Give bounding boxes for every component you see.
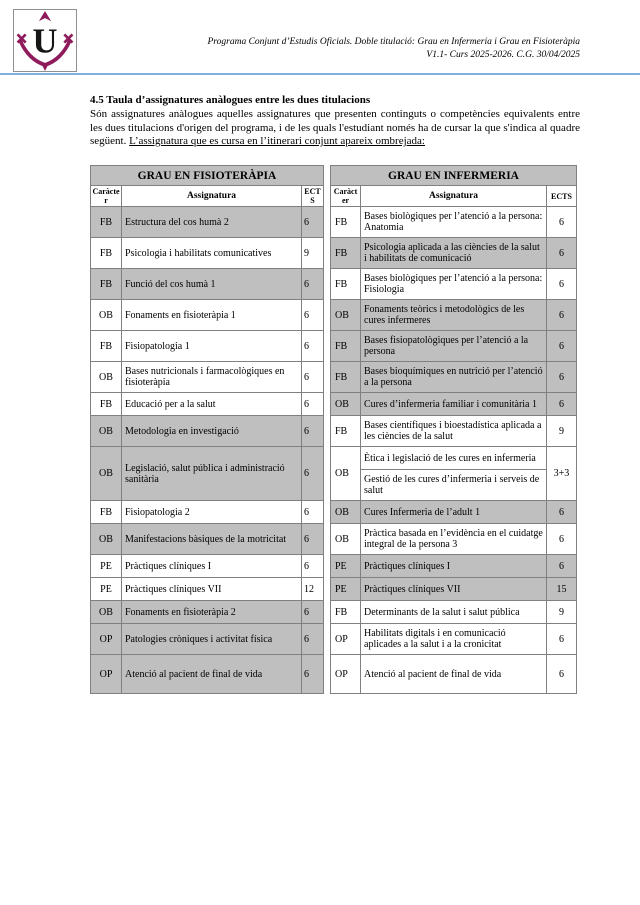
ects-cell: 6 <box>547 207 577 238</box>
col-header-ects: ECTS <box>302 186 324 207</box>
assignatura-cell: Educació per a la salut <box>122 393 302 416</box>
ects-cell: 6 <box>547 555 577 578</box>
table-row <box>91 393 577 416</box>
caracter-cell: OP <box>331 624 361 655</box>
ects-cell: 6 <box>302 300 324 331</box>
caracter-cell: OP <box>91 624 122 655</box>
assignatura-cell: Manifestacions bàsiques de la motricitat <box>122 524 302 555</box>
group-header-row <box>91 166 577 186</box>
table-gap <box>324 269 331 300</box>
assignatura-cell: Bases biològiques per l’atenció a la persona: Anatomia <box>361 207 547 238</box>
assignatura-cell: Fonaments en fisioteràpia 1 <box>122 300 302 331</box>
assignatura-cell: Determinants de la salut i salut pública <box>361 601 547 624</box>
table-row <box>91 207 577 238</box>
document-header <box>208 36 581 62</box>
ects-cell: 9 <box>547 416 577 447</box>
table-row <box>91 331 577 362</box>
assignatura-cell: Gestió de les cures d’infermeria i serveis de salut <box>361 470 547 501</box>
table-row <box>91 655 577 694</box>
assignatura-cell: Psicologia aplicada a las ciències de la salut i habilitats de comunicació <box>361 238 547 269</box>
assignatura-cell: Estructura del cos humà 2 <box>122 207 302 238</box>
caracter-cell: FB <box>91 207 122 238</box>
caracter-cell: PE <box>91 555 122 578</box>
col-header-assignatura: Assignatura <box>122 186 302 207</box>
table-gap <box>324 524 331 555</box>
table-gap <box>324 601 331 624</box>
ects-cell: 6 <box>302 416 324 447</box>
ects-cell: 6 <box>547 624 577 655</box>
ects-cell: 6 <box>547 238 577 269</box>
table-row <box>91 416 577 447</box>
ects-cell: 6 <box>547 362 577 393</box>
assignatura-cell: Bases nutricionals i farmacològiques en fisioteràpia <box>122 362 302 393</box>
assignatura-cell: Bases científiques i bioestadística aplicada a les ciències de la salut <box>361 416 547 447</box>
ects-cell: 6 <box>547 269 577 300</box>
header-divider <box>0 73 640 75</box>
ects-cell: 6 <box>302 555 324 578</box>
table-row <box>91 601 577 624</box>
table-row <box>91 524 577 555</box>
table-row <box>91 501 577 524</box>
ects-cell: 6 <box>302 501 324 524</box>
table-gap <box>324 393 331 416</box>
assignatura-cell: Metodologia en investigació <box>122 416 302 447</box>
caracter-cell: PE <box>331 555 361 578</box>
page-content <box>90 94 580 694</box>
caracter-cell: OB <box>91 524 122 555</box>
ects-cell: 9 <box>302 238 324 269</box>
table-row <box>91 362 577 393</box>
assignatura-cell: Atenció al pacient de final de vida <box>122 655 302 694</box>
section-heading: 4.5 Taula d’assignatures anàlogues entre les dues titulacions <box>90 94 371 106</box>
group-header-infermeria: GRAU EN INFERMERIA <box>331 166 577 186</box>
table-row <box>91 300 577 331</box>
ects-cell: 6 <box>302 447 324 501</box>
caracter-cell: FB <box>331 362 361 393</box>
col-header-caracter: Caràcter <box>92 187 120 206</box>
caracter-cell: OB <box>331 300 361 331</box>
ects-cell: 12 <box>302 578 324 601</box>
header-line-1: Programa Conjunt d’Estudis Oficials. Doble titulació: Grau en Infermeria i Grau en Fisioteràpia <box>207 37 580 47</box>
table-row <box>91 555 577 578</box>
table-gap <box>324 207 331 238</box>
assignatura-cell: Bases bioquímiques en nutrició per l’atenció a la persona <box>361 362 547 393</box>
assignatura-cell: Pràctica basada en l’evidència en el cuidatge integral de la persona 3 <box>361 524 547 555</box>
table-gap <box>324 238 331 269</box>
table-row <box>91 578 577 601</box>
col-header-ects: ECTS <box>547 186 577 207</box>
table-gap <box>324 555 331 578</box>
table-gap <box>324 447 331 501</box>
assignatura-cell: Pràctiques clíniques I <box>361 555 547 578</box>
ects-cell: 3+3 <box>547 447 577 501</box>
col-header-assignatura: Assignatura <box>361 186 547 207</box>
caracter-cell: OB <box>331 501 361 524</box>
ects-cell: 6 <box>302 207 324 238</box>
caracter-cell: OB <box>91 300 122 331</box>
caracter-cell: OB <box>331 447 361 501</box>
ects-cell: 6 <box>302 362 324 393</box>
ects-cell: 6 <box>547 300 577 331</box>
assignatura-cell: Pràctiques clíniques VII <box>122 578 302 601</box>
caracter-cell: FB <box>91 269 122 300</box>
caracter-cell: PE <box>91 578 122 601</box>
ects-cell: 6 <box>302 601 324 624</box>
assignatura-cell: Bases biològiques per l’atenció a la persona: Fisiologia <box>361 269 547 300</box>
ects-cell: 6 <box>302 331 324 362</box>
ects-cell: 6 <box>302 393 324 416</box>
table-gap <box>324 655 331 694</box>
header-line-2: V1.1- Curs 2025-2026. C.G. 30/04/2025 <box>426 49 580 60</box>
ects-cell: 6 <box>302 655 324 694</box>
ects-cell: 6 <box>547 524 577 555</box>
caracter-cell: OB <box>91 601 122 624</box>
ects-cell: 6 <box>302 524 324 555</box>
col-header-caracter: Caràcter <box>331 186 361 207</box>
ects-cell: 6 <box>547 501 577 524</box>
assignatura-cell: Pràctiques clíniques VII <box>361 578 547 601</box>
table-row <box>91 447 577 470</box>
table-gap <box>324 166 331 186</box>
caracter-cell: FB <box>91 331 122 362</box>
ects-cell: 6 <box>302 269 324 300</box>
caracter-cell: FB <box>91 393 122 416</box>
ects-cell: 6 <box>547 655 577 694</box>
caracter-cell: FB <box>331 238 361 269</box>
ects-cell: 9 <box>547 601 577 624</box>
ects-cell: 15 <box>547 578 577 601</box>
table-row <box>91 269 577 300</box>
caracter-cell: OB <box>91 362 122 393</box>
assignatura-cell: Bases fisiopatològiques per l’atenció a la persona <box>361 331 547 362</box>
ects-cell: 6 <box>547 393 577 416</box>
caracter-cell: FB <box>331 331 361 362</box>
table-gap <box>324 501 331 524</box>
table-gap <box>324 331 331 362</box>
intro-underlined-text: L’assignatura que es cursa en l’itinerari conjunt apareix ombrejada: <box>129 135 425 147</box>
table-row <box>91 624 577 655</box>
caracter-cell: FB <box>331 601 361 624</box>
table-gap <box>324 624 331 655</box>
caracter-cell: FB <box>331 207 361 238</box>
column-header-row <box>91 186 577 207</box>
caracter-cell: OB <box>331 524 361 555</box>
university-logo <box>13 9 77 72</box>
intro-text: Són assignatures anàlogues aquelles assignatures que presenten continguts o competències equivalents entre les dues titulacions d'origen del programa, i de les quals l'estudiant només ha de cursar la que s'indica al quadre següent. <box>90 108 580 147</box>
assignatura-cell: Fonaments en fisioteràpia 2 <box>122 601 302 624</box>
table-gap <box>324 300 331 331</box>
table-gap <box>324 362 331 393</box>
assignatura-cell: Ètica i legislació de les cures en infermeria <box>361 447 547 470</box>
assignatura-cell: Pràctiques clíniques I <box>122 555 302 578</box>
assignatura-cell: Fisiopatologia 1 <box>122 331 302 362</box>
caracter-cell: FB <box>91 238 122 269</box>
caracter-cell: FB <box>91 501 122 524</box>
caracter-cell: OP <box>331 655 361 694</box>
table-gap <box>324 186 331 207</box>
caracter-cell: OB <box>91 447 122 501</box>
group-header-fisioterapia: GRAU EN FISIOTERÀPIA <box>91 166 324 186</box>
caracter-cell: OB <box>91 416 122 447</box>
table-row <box>91 238 577 269</box>
assignatura-cell: Patologies cròniques i activitat física <box>122 624 302 655</box>
caracter-cell: OP <box>91 655 122 694</box>
assignatura-cell: Cures d’infermeria familiar i comunitària 1 <box>361 393 547 416</box>
analogous-subjects-table <box>90 165 577 694</box>
assignatura-cell: Funció del cos humà 1 <box>122 269 302 300</box>
caracter-cell: FB <box>331 269 361 300</box>
svg-text:U: U <box>32 22 58 61</box>
assignatura-cell: Habilitats digitals i en comunicació aplicades a la salut i a la cronicitat <box>361 624 547 655</box>
assignatura-cell: Fonaments teòrics i metodològics de les cures infermeres <box>361 300 547 331</box>
caracter-cell: OB <box>331 393 361 416</box>
table-gap <box>324 578 331 601</box>
ects-cell: 6 <box>547 331 577 362</box>
assignatura-cell: Fisiopatologia 2 <box>122 501 302 524</box>
assignatura-cell: Atenció al pacient de final de vida <box>361 655 547 694</box>
assignatura-cell: Legislació, salut pública i administració sanitària <box>122 447 302 501</box>
assignatura-cell: Cures Infermeria de l’adult 1 <box>361 501 547 524</box>
ects-cell: 6 <box>302 624 324 655</box>
university-logo-icon <box>14 10 76 71</box>
caracter-cell: FB <box>331 416 361 447</box>
assignatura-cell: Psicologia i habilitats comunicatives <box>122 238 302 269</box>
table-gap <box>324 416 331 447</box>
caracter-cell: PE <box>331 578 361 601</box>
intro-paragraph <box>90 108 580 148</box>
